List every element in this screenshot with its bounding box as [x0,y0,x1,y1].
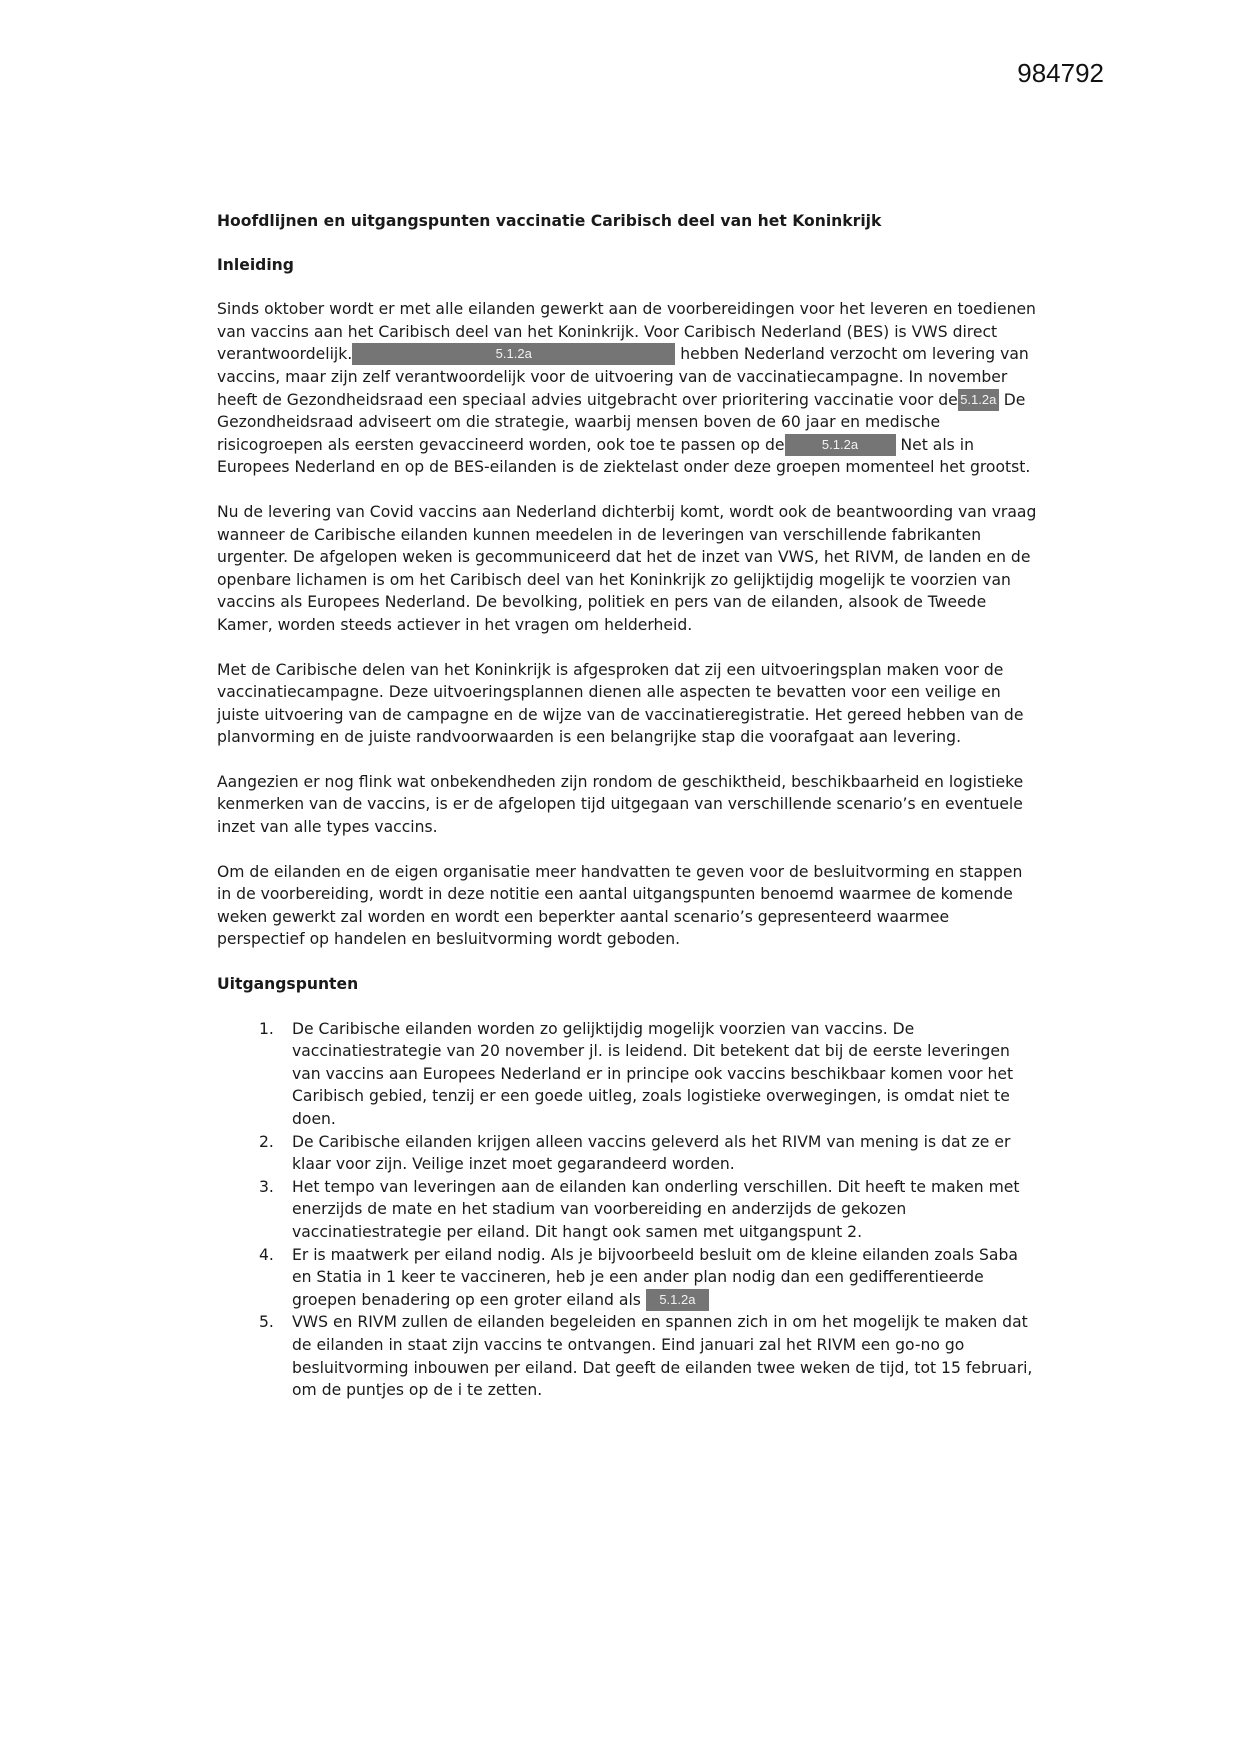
redaction-box: 5.1.2a [958,389,999,411]
section-heading-inleiding: Inleiding [217,255,294,274]
list-item [259,1131,1037,1176]
list-item-text: Het tempo van leveringen aan de eilanden kan onderling verschillen. Dit heeft te maken met enerzijds de mate en het stadium van voorbereiding en anderzijds de gekozen vaccinatiestrategie per eiland. Dit hangt ook samen met uitgangspunt 2. [292,1177,1020,1241]
redaction-box: 5.1.2a [785,434,896,456]
paragraph-2: Nu de levering van Covid vaccins aan Nederland dichterbij komt, wordt ook de beantwoording van vraag wanneer de Caribische eilanden kunnen meedelen in de leveringen van verschillende fabrikanten urgenter. De afgelopen weken is gecommuniceerd dat het de inzet van VWS, het RIVM, de landen en de openbare lichamen is om het Caribisch deel van het Koninkrijk zo gelijktijdig mogelijk te voorzien van vaccins als Europees Nederland. De bevolking, politiek en pers van de eilanden, alsook de Tweede Kamer, worden steeds actiever in het vragen om helderheid. [217,502,1037,634]
redaction-box: 5.1.2a [646,1289,709,1311]
list-item-number: 4. [259,1245,274,1264]
list-item [259,1176,1037,1244]
paragraph-1-part-a: Sinds oktober wordt er met alle eilanden gewerkt aan de voorbereidingen voor het leveren en toedienen van vaccins aan het Caribisch deel van het Koninkrijk. Voor Caribisch Nederland (BES) is VWS direct verantwoordelijk. [217,300,1036,364]
document-body [217,210,1037,1402]
paragraph-1-part-b: hebben Nederland verzocht om levering van vaccins, maar zijn zelf verantwoordelijk voor de uitvoering van de vaccinatiecampagne. In november heeft de Gezondheidsraad een speciaal advies uitgebracht over prioritering vaccinatie voor de [217,345,1029,409]
document-number: 984792 [1017,58,1104,88]
redaction-box: 5.1.2a [352,343,675,365]
list-item-number: 1. [259,1019,274,1038]
list-item-number: 5. [259,1313,274,1332]
uitgangspunten-list [217,1018,1037,1402]
paragraph-1 [217,298,1037,479]
paragraph-1-part-d: Net als in Europees Nederland en op de BES-eilanden is de ziektelast onder deze groepen momenteel het grootst. [217,435,1031,477]
list-item [259,1018,1037,1131]
list-item-text: De Caribische eilanden worden zo gelijktijdig mogelijk voorzien van vaccins. De vaccinatiestrategie van 20 november jl. is leidend. Dit betekent dat bij de eerste leveringen van vaccins aan Europees Nederland er in principe ook vaccins beschikbaar komen voor het Caribisch gebied, tenzij er een goede uitleg, zoals logistieke overwegingen, is omdat niet te doen. [292,1019,1014,1128]
paragraph-4: Aangezien er nog flink wat onbekendheden zijn rondom de geschiktheid, beschikbaarheid en logistieke kenmerken van de vaccins, is er de afgelopen tijd uitgegaan van verschillende scenario’s en eventuele inzet van alle types vaccins. [217,772,1024,837]
section-heading-uitgangspunten: Uitgangspunten [217,975,359,994]
paragraph-5: Om de eilanden en de eigen organisatie meer handvatten te geven voor de besluitvorming en stappen in de voorbereiding, wordt in deze notitie een aantal uitgangspunten benoemd waarmee de komende weken gewerkt zal worden en wordt een beperkter aantal scenario’s gepresenteerd waarmee perspectief op handelen en besluitvorming wordt geboden. [217,862,1023,949]
paragraph-3: Met de Caribische delen van het Koninkrijk is afgesproken dat zij een uitvoeringsplan maken voor de vaccinatiecampagne. Deze uitvoeringsplannen dienen alle aspecten te bevatten voor een veilige en juiste uitvoering van de campagne en de wijze van de vaccinatieregistratie. Het gereed hebben van de planvorming en de juiste randvoorwaarden is een belangrijke stap die voorafgaat aan levering. [217,660,1024,747]
paragraph-1-part-c: De Gezondheidsraad adviseert om die strategie, waarbij mensen boven de 60 jaar en medische risicogroepen als eersten gevaccineerd worden, ook toe te passen op de [217,390,1026,454]
list-item [259,1244,1037,1312]
list-item-text: Er is maatwerk per eiland nodig. Als je bijvoorbeeld besluit om de kleine eilanden zoals Saba en Statia in 1 keer te vaccineren, heb je een ander plan nodig dan een gedifferentieerde groepen benadering op een groter eiland als [292,1245,1018,1309]
list-item-number: 2. [259,1132,274,1151]
list-item-text: De Caribische eilanden krijgen alleen vaccins geleverd als het RIVM van mening is dat ze er klaar voor zijn. Veilige inzet moet gegarandeerd worden. [292,1132,1011,1174]
document-title: Hoofdlijnen en uitgangspunten vaccinatie Caribisch deel van het Koninkrijk [217,212,882,230]
list-item-number: 3. [259,1177,274,1196]
list-item-text: VWS en RIVM zullen de eilanden begeleiden en spannen zich in om het mogelijk te maken dat de eilanden in staat zijn vaccins te ontvangen. Eind januari zal het RIVM een go-no go besluitvorming inbouwen per eiland. Dat geeft de eilanden twee weken de tijd, tot 15 februari, om de puntjes op de i te zetten. [292,1313,1033,1400]
list-item [259,1311,1037,1401]
